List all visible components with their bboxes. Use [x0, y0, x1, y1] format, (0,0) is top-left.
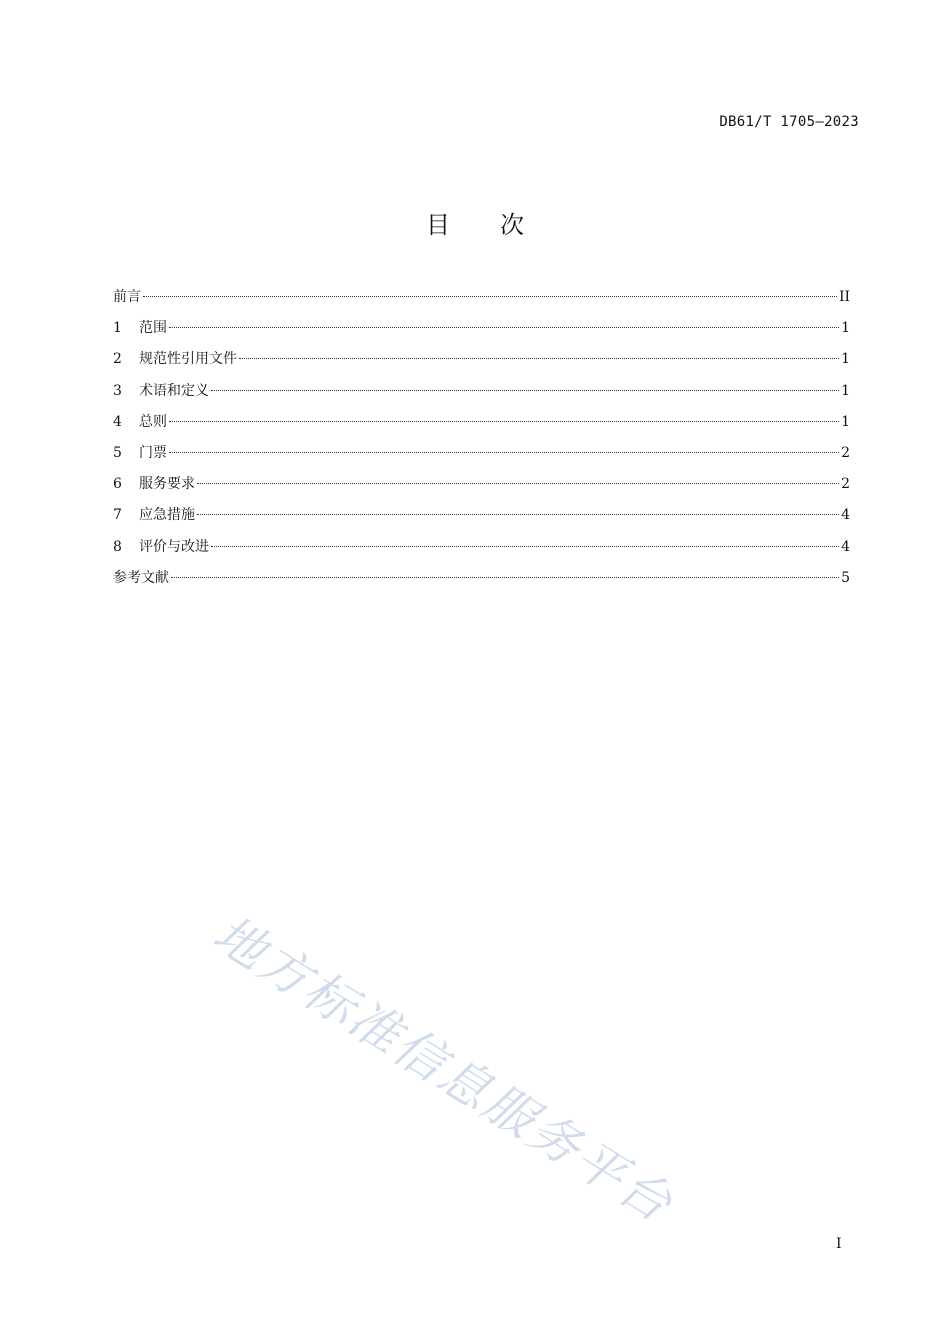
toc-section-number: 4	[113, 413, 122, 430]
toc-section-number: 2	[113, 351, 122, 368]
toc-page-number: 1	[841, 320, 850, 337]
dot-leader	[197, 514, 839, 515]
dot-leader	[169, 327, 839, 328]
toc-entry-foreword[interactable]	[113, 286, 850, 317]
toc-entry-evaluation-improvement[interactable]	[113, 536, 850, 567]
toc-label: 规范性引用文件	[139, 351, 237, 368]
toc-entry-scope[interactable]	[113, 317, 850, 348]
dot-leader	[169, 452, 839, 453]
toc-entry-tickets[interactable]	[113, 442, 850, 473]
dot-leader	[169, 421, 839, 422]
toc-entry-normative-references[interactable]	[113, 348, 850, 379]
dot-leader	[211, 546, 839, 547]
toc-section-number: 6	[113, 476, 122, 493]
toc-page-number: II	[838, 289, 850, 305]
toc-page-number: 2	[841, 476, 850, 493]
page-number: I	[836, 1236, 842, 1252]
toc-page-number: 1	[841, 382, 850, 399]
toc-label: 评价与改进	[139, 538, 209, 555]
toc-label: 术语和定义	[139, 382, 209, 399]
toc-entry-bibliography[interactable]	[113, 567, 850, 598]
toc-label: 门票	[139, 444, 167, 461]
dot-leader	[171, 577, 839, 578]
toc-section-number: 7	[113, 507, 122, 524]
toc-page-number: 4	[841, 538, 850, 555]
toc-entry-terms-definitions[interactable]	[113, 380, 850, 411]
toc-entry-service-requirements[interactable]	[113, 473, 850, 504]
toc-section-number: 8	[113, 538, 122, 555]
toc-label: 参考文献	[113, 569, 169, 586]
toc-section-number: 1	[113, 320, 122, 337]
watermark: 地方标准信息服务平台	[203, 904, 684, 1235]
toc-label: 前言	[113, 289, 141, 305]
dot-leader	[143, 296, 837, 297]
toc-entry-general[interactable]	[113, 411, 850, 442]
toc-page-number: 1	[841, 351, 850, 368]
document-code: DB61/T 1705—2023	[719, 114, 859, 130]
toc-page-number: 2	[841, 444, 850, 461]
table-of-contents	[113, 286, 850, 598]
dot-leader	[239, 358, 839, 359]
toc-section-number: 3	[113, 382, 122, 399]
toc-page-number: 4	[841, 507, 850, 524]
toc-label: 服务要求	[139, 476, 195, 493]
toc-page-number: 5	[841, 569, 850, 586]
dot-leader	[211, 390, 839, 391]
toc-entry-emergency-measures[interactable]	[113, 504, 850, 535]
toc-page-number: 1	[841, 413, 850, 430]
toc-label: 总则	[139, 413, 167, 430]
toc-title: 目次	[426, 211, 574, 239]
dot-leader	[197, 483, 839, 484]
toc-label: 应急措施	[139, 507, 195, 524]
toc-section-number: 5	[113, 444, 122, 461]
toc-label: 范围	[139, 320, 167, 337]
